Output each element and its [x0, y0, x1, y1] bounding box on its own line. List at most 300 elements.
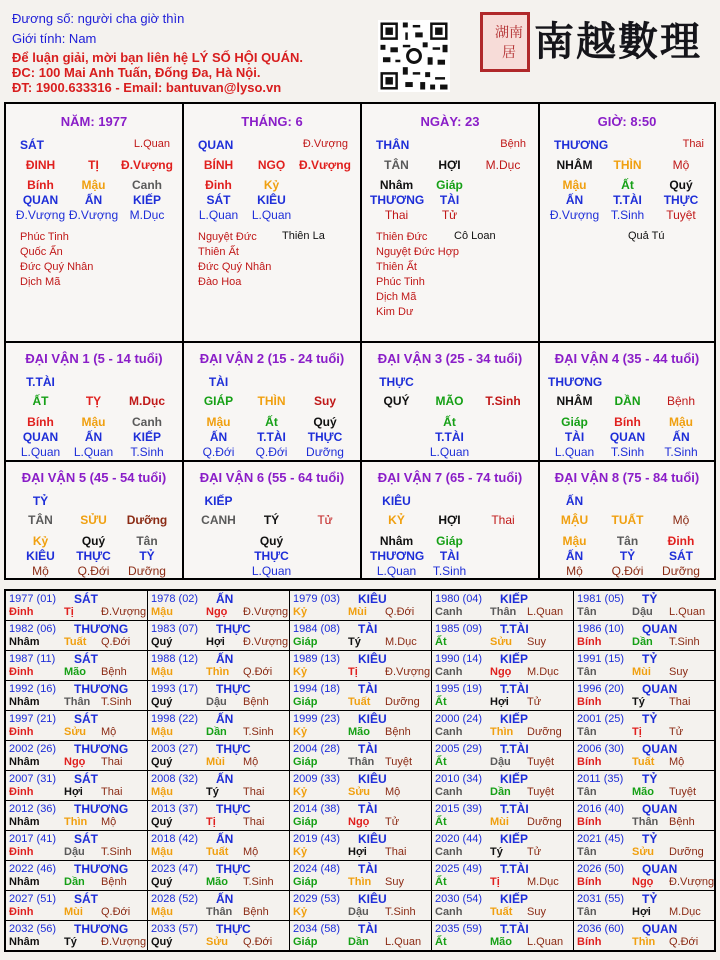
year-state: Đ.Vượng [101, 936, 147, 948]
year-state: L.Quan [527, 936, 564, 948]
dai-van-god: ẤN [565, 494, 584, 508]
year-branch: Tị [64, 606, 74, 618]
hidden-stem: Mậu [669, 415, 693, 429]
year-branch: Thân [348, 756, 375, 768]
hidden-stem: Quý [313, 415, 337, 429]
year-branch: Tuất [632, 756, 655, 768]
hidden-state: M.Dục [129, 208, 165, 222]
can-god: QUAN [198, 138, 234, 152]
dai-van-state: Dưỡng [126, 513, 168, 527]
year-branch: Dần [632, 636, 653, 648]
chi-state: Đ.Vượng [299, 158, 351, 172]
year-branch: Mão [632, 786, 654, 798]
year-branch: Dậu [348, 906, 369, 918]
qr-code-icon [378, 20, 450, 92]
hidden-stem: Quý [669, 178, 693, 192]
year-cell [432, 861, 574, 891]
year-state: Bệnh [385, 726, 411, 738]
year-cell [574, 711, 714, 741]
year-god: TÀI [358, 622, 378, 636]
year-branch: Mùi [348, 606, 367, 618]
dai-van-main-row [370, 513, 530, 528]
hidden-stem: Ất [443, 415, 456, 429]
year-branch: Dậu [206, 696, 227, 708]
year-label: 1982 (06) [9, 623, 57, 635]
year-label: 1990 (14) [435, 653, 483, 665]
year-branch: Tý [206, 786, 219, 798]
year-label: 2028 (52) [151, 893, 199, 905]
logo-calligraphy: 南越數理 [534, 18, 702, 65]
year-branch: Mão [64, 666, 86, 678]
seal-text: 湖南居 [495, 25, 523, 61]
year-cell [6, 801, 148, 831]
pillar-top-row [198, 138, 348, 152]
year-stem: Ất [435, 636, 447, 648]
hidden-god: KIẾP [132, 430, 161, 444]
dai-van-main-row [548, 513, 708, 528]
year-label: 1998 (22) [151, 713, 199, 725]
year-god: ẤN [216, 892, 234, 906]
year-label: 1987 (11) [9, 653, 56, 665]
dai-van-main-row [192, 394, 352, 409]
hidden-god: T.TÀI [435, 430, 464, 444]
year-cell [290, 831, 432, 861]
year-stem: Bính [577, 936, 602, 948]
year-branch: Thìn [490, 726, 514, 738]
year-stem: Tân [577, 786, 597, 798]
year-branch: Tị [490, 876, 500, 888]
year-stem: Kỷ [293, 906, 308, 918]
year-stem: Canh [435, 606, 463, 618]
hidden-stem: Quý [259, 534, 284, 548]
year-god: THƯƠNG [74, 682, 129, 696]
pillar-title: GIỜ: 8:50 [597, 114, 657, 129]
year-cell [290, 741, 432, 771]
year-stem: Canh [435, 906, 463, 918]
year-branch: Sửu [206, 936, 229, 948]
dai-van-main-row [548, 394, 708, 409]
year-stem: Bính [577, 816, 602, 828]
dai-van-can: TÂN [28, 513, 53, 527]
dai-van-chi: TUẤT [611, 513, 644, 527]
year-branch: Thìn [632, 936, 656, 948]
hidden-god: TỶ [139, 549, 155, 563]
year-stem: Canh [435, 666, 463, 678]
hidden-god: THỰC [76, 549, 111, 563]
year-state: M.Dục [385, 636, 417, 648]
year-stem: Ất [435, 936, 447, 948]
year-stem: Nhâm [9, 636, 40, 648]
chi-state: Đ.Vượng [121, 158, 173, 172]
year-label: 1993 (17) [151, 683, 199, 695]
dai-van-god: TỶ [32, 494, 49, 508]
year-cell [6, 831, 148, 861]
year-branch: Ngọ [206, 606, 228, 618]
year-god: T.TÀI [500, 622, 529, 636]
year-cell [148, 651, 290, 681]
year-cell [432, 921, 574, 951]
year-label: 2020 (44) [435, 833, 483, 845]
year-branch: Hợi [64, 786, 83, 798]
year-label: 2016 (40) [577, 803, 625, 815]
hidden-stem: Mậu [206, 415, 231, 429]
year-cell [574, 861, 714, 891]
dai-van-state: Bệnh [666, 394, 696, 408]
year-state: T.Sinh [243, 726, 274, 738]
hidden-god: ẤN [565, 549, 584, 563]
year-cell [6, 711, 148, 741]
year-stem: Kỷ [293, 846, 308, 858]
year-branch: Tý [348, 636, 361, 648]
year-stem: Quý [151, 636, 173, 648]
year-god: T.TÀI [500, 802, 529, 816]
year-god: T.TÀI [500, 742, 529, 756]
hidden-god: THỰC [254, 549, 289, 563]
year-stem: Bính [577, 756, 602, 768]
year-god: KIÊU [358, 892, 387, 906]
year-stem: Kỷ [293, 726, 308, 738]
year-stem: Nhâm [9, 876, 40, 888]
hidden-state: Thai [384, 208, 409, 222]
year-cell [290, 771, 432, 801]
year-stem: Đinh [9, 906, 34, 918]
year-state: Thai [243, 816, 265, 828]
year-state: Tử [527, 696, 542, 708]
year-state: Mộ [243, 846, 259, 858]
can-state: Thai [682, 138, 704, 150]
year-cell [574, 741, 714, 771]
year-branch: Mão [206, 876, 228, 888]
year-label: 2002 (26) [9, 743, 57, 755]
year-cell [6, 921, 148, 951]
hidden-state: L.Quan [554, 445, 595, 459]
year-state: T.Sinh [101, 696, 132, 708]
year-label: 2035 (59) [435, 923, 483, 935]
year-god: TÀI [358, 922, 378, 936]
pillar-year [6, 104, 184, 343]
year-god: THƯƠNG [74, 622, 129, 636]
hidden-stems [192, 178, 352, 223]
year-label: 2026 (50) [577, 863, 625, 875]
year-god: THỰC [216, 802, 251, 816]
hidden-god: ẤN [84, 430, 103, 444]
year-cell [148, 771, 290, 801]
year-state: Bệnh [101, 666, 127, 678]
pillar-can: NHÂM [556, 158, 593, 172]
dai-van-title: ĐẠI VẬN 2 (15 - 24 tuổi) [199, 351, 345, 366]
dai-van-3 [362, 343, 540, 462]
dai-van-chi: THÌN [257, 394, 286, 408]
hidden-state: Dưỡng [128, 564, 166, 578]
hidden-god: THỰC [663, 193, 699, 207]
year-god: QUAN [642, 622, 678, 636]
year-god: KIÊU [358, 712, 387, 726]
year-god: T.TÀI [500, 682, 529, 696]
can-state: L.Quan [133, 138, 170, 150]
year-god: KIẾP [500, 892, 529, 906]
year-state: L.Quan [669, 606, 706, 618]
year-state: Suy [385, 876, 404, 888]
year-cell [432, 741, 574, 771]
pillar-can: BÍNH [203, 158, 234, 172]
pillar-top-row [554, 138, 704, 152]
hidden-state: Đ.Vượng [68, 208, 119, 222]
year-stem: Ất [435, 876, 447, 888]
year-cell [432, 771, 574, 801]
year-god: TÀI [358, 742, 378, 756]
year-god: KIẾP [500, 652, 529, 666]
year-stem: Nhâm [9, 756, 40, 768]
dai-van-6 [184, 462, 362, 578]
year-label: 2007 (31) [9, 773, 57, 785]
year-state: Thai [669, 696, 691, 708]
year-label: 1992 (16) [9, 683, 57, 695]
year-cell [574, 621, 714, 651]
year-cell [574, 591, 714, 621]
year-god: THỰC [216, 622, 251, 636]
dai-van-chi: SỬU [80, 513, 107, 527]
year-cell [290, 651, 432, 681]
year-branch: Tuất [490, 906, 513, 918]
year-branch: Ngọ [632, 876, 654, 888]
pillar-chi: NGỌ [257, 158, 286, 172]
year-branch: Dần [206, 726, 227, 738]
year-state: Tử [669, 726, 684, 738]
year-god: TỶ [642, 832, 658, 846]
hidden-god: TÀI [439, 193, 460, 207]
year-stem: Quý [151, 936, 173, 948]
year-state: Đ.Vượng [243, 606, 289, 618]
year-cell [574, 651, 714, 681]
year-state: Đ.Vượng [669, 876, 715, 888]
year-god: KIÊU [358, 772, 387, 786]
year-state: Mộ [243, 756, 259, 768]
year-stem: Canh [435, 786, 463, 798]
year-god: ẤN [216, 832, 234, 846]
dai-van-chi: TỴ [85, 394, 102, 408]
dai-van-can: QUÝ [383, 394, 410, 408]
year-god: TỶ [642, 592, 658, 606]
year-cell [148, 891, 290, 921]
year-state: Tuyệt [669, 786, 697, 798]
year-god: TÀI [358, 802, 378, 816]
dai-van-god-row [548, 494, 708, 509]
year-god: TÀI [358, 862, 378, 876]
year-god: TỶ [642, 892, 658, 906]
hidden-stem: Canh [132, 178, 162, 192]
star-list [198, 230, 271, 290]
year-state: M.Dục [527, 666, 559, 678]
year-state: Bệnh [101, 876, 127, 888]
dai-van-god-row [370, 494, 530, 509]
year-label: 1999 (23) [293, 713, 341, 725]
hidden-stem: Quý [81, 534, 106, 548]
year-state: T.Sinh [385, 906, 416, 918]
dai-van-can: KỶ [388, 513, 405, 527]
year-state: Bệnh [669, 816, 695, 828]
year-branch: Dậu [632, 606, 653, 618]
pillar-title: NGÀY: 23 [420, 114, 480, 129]
hidden-god: THỰC [307, 430, 343, 444]
year-state: Q.Đới [243, 936, 273, 948]
dai-van-god: KIẾP [204, 494, 233, 508]
year-god: SÁT [74, 832, 98, 846]
year-branch: Ngọ [348, 816, 370, 828]
year-cell [148, 831, 290, 861]
year-god: THỰC [216, 682, 251, 696]
year-label: 2031 (55) [577, 893, 625, 905]
can-state: Đ.Vượng [302, 138, 348, 150]
year-cell [574, 831, 714, 861]
year-stem: Kỷ [293, 606, 308, 618]
year-cell [290, 681, 432, 711]
year-state: Suy [527, 906, 546, 918]
year-stem: Bính [577, 636, 602, 648]
year-cell [432, 831, 574, 861]
pillar-title: THÁNG: 6 [241, 114, 303, 129]
hidden-state: T.Sinh [610, 208, 645, 222]
year-label: 2030 (54) [435, 893, 483, 905]
year-stem: Bính [577, 876, 602, 888]
year-stem: Đinh [9, 666, 34, 678]
year-god: THƯƠNG [74, 802, 129, 816]
year-state: Thai [243, 786, 265, 798]
year-branch: Thân [632, 816, 659, 828]
dai-van-hidden [548, 534, 708, 579]
year-stem: Mậu [151, 786, 173, 798]
year-stem: Canh [435, 726, 463, 738]
header [0, 0, 720, 100]
year-label: 2021 (45) [577, 833, 625, 845]
star-item: Quốc Ấn [20, 246, 63, 258]
star-right: Thiên La [282, 230, 325, 242]
hidden-state: T.Sinh [130, 445, 164, 459]
year-branch: Dậu [64, 846, 85, 858]
star-item: Phúc Tinh [376, 276, 425, 288]
year-state: Q.Đới [101, 906, 131, 918]
year-label: 1994 (18) [293, 683, 341, 695]
hidden-stems [14, 178, 174, 223]
year-cell [290, 891, 432, 921]
hidden-stem: Giáp [561, 415, 588, 429]
star-item: Nguyệt Đức Hợp [376, 246, 460, 258]
dai-van-hidden [14, 415, 174, 460]
star-item: Thiên Ất [376, 261, 417, 273]
year-state: Q.Đới [101, 636, 131, 648]
year-branch: Tị [632, 726, 642, 738]
year-cell [148, 681, 290, 711]
year-cell [432, 681, 574, 711]
hidden-god: T.TÀI [613, 193, 642, 207]
year-cell [6, 651, 148, 681]
year-stem: Tân [577, 606, 597, 618]
year-label: 2034 (58) [293, 923, 341, 935]
year-god: KIẾP [500, 772, 529, 786]
dai-van-can: CANH [201, 513, 236, 527]
hidden-stem: Kỷ [32, 534, 49, 548]
dai-van-main-row [14, 394, 174, 409]
year-state: Dưỡng [527, 726, 562, 738]
year-branch: Sửu [348, 786, 371, 798]
year-stem: Mậu [151, 666, 173, 678]
gender-line: Giới tính: Nam [12, 31, 97, 46]
year-cell [6, 741, 148, 771]
pillar-title: NĂM: 1977 [60, 114, 128, 129]
dai-van-main-row [14, 513, 174, 528]
hidden-state: T.Sinh [610, 445, 645, 459]
hidden-god: QUAN [22, 430, 59, 444]
year-state: Thai [385, 846, 407, 858]
year-label: 2025 (49) [435, 863, 483, 875]
year-branch: Mão [348, 726, 370, 738]
year-label: 2022 (46) [9, 863, 57, 875]
dai-van-can: ẤT [32, 394, 49, 408]
year-cell [6, 861, 148, 891]
hidden-god: KIÊU [26, 549, 55, 563]
hidden-stem: Mậu [81, 178, 106, 192]
year-branch: Ngọ [490, 666, 512, 678]
year-stem: Nhâm [9, 696, 40, 708]
year-cell [148, 921, 290, 951]
year-stem: Ất [435, 696, 447, 708]
pillar-main-row [14, 158, 174, 173]
year-god: QUAN [642, 742, 678, 756]
year-cell [432, 621, 574, 651]
year-label: 2013 (37) [151, 803, 199, 815]
hidden-state: Dưỡng [306, 445, 344, 459]
year-label: 1989 (13) [293, 653, 341, 665]
hidden-state: Mộ [566, 564, 583, 578]
dai-van-god-row [192, 375, 352, 390]
pillar-top-row [20, 138, 170, 152]
year-branch: Tý [64, 936, 77, 948]
year-stem: Giáp [293, 696, 318, 708]
hidden-stem: Tân [616, 534, 639, 548]
dai-van-title: ĐẠI VẬN 4 (35 - 44 tuổi) [554, 351, 700, 366]
year-branch: Hợi [348, 846, 367, 858]
year-cell [148, 711, 290, 741]
year-god: SÁT [74, 652, 98, 666]
year-stem: Kỷ [293, 666, 308, 678]
year-god: THỰC [216, 742, 251, 756]
pillar-main-row [192, 158, 352, 173]
year-god: KIẾP [500, 832, 529, 846]
star-item: Dịch Mã [20, 276, 61, 288]
year-god: QUAN [642, 862, 678, 876]
year-god: SÁT [74, 712, 98, 726]
year-stem: Canh [435, 846, 463, 858]
can-god: SÁT [20, 138, 44, 152]
year-god: SÁT [74, 592, 98, 606]
year-branch: Thìn [64, 816, 88, 828]
dai-van-can: NHÂM [556, 394, 593, 408]
year-branch: Sửu [632, 846, 655, 858]
dai-van-god-row [548, 375, 708, 390]
dai-van-title: ĐẠI VẬN 1 (5 - 14 tuổi) [25, 351, 163, 366]
year-cell [574, 801, 714, 831]
year-stem: Tân [577, 906, 597, 918]
year-label: 2005 (29) [435, 743, 483, 755]
year-branch: Thân [490, 606, 517, 618]
year-god: THỰC [216, 862, 251, 876]
hidden-stem: Nhâm [379, 178, 414, 192]
contact-line: Để luận giải, mời bạn liên hệ LÝ SỐ HỘI QUÁN. [12, 50, 303, 65]
year-stem: Ất [435, 816, 447, 828]
dai-van-state: Suy [313, 394, 336, 408]
hidden-stem: Kỷ [263, 178, 280, 192]
dai-van-chi: DẦN [614, 394, 641, 408]
year-state: Q.Đới [669, 936, 699, 948]
